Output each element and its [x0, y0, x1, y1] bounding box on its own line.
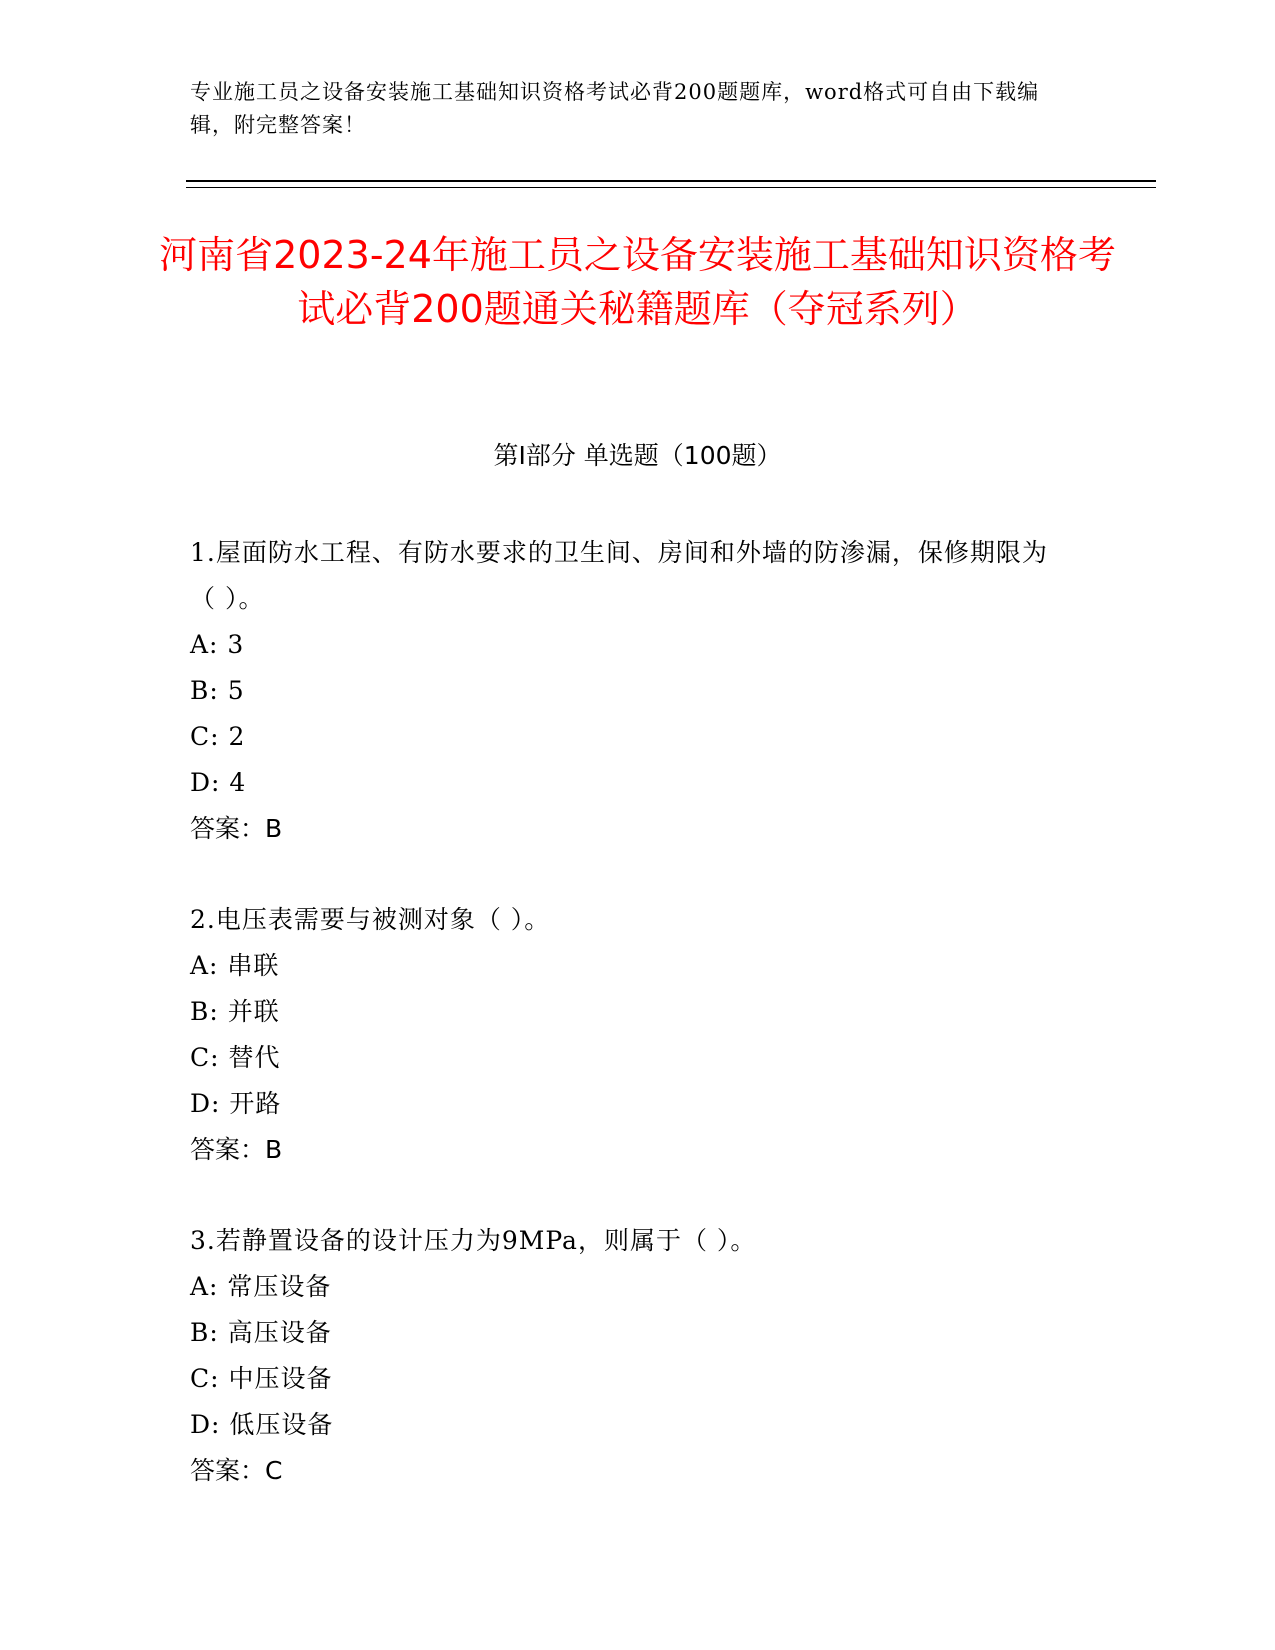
header-divider-thick [186, 180, 1156, 182]
header-note: 专业施工员之设备安装施工基础知识资格考试必背200题题库，word格式可自由下载编辑，附完整答案！ [190, 80, 1040, 137]
option-a: A: 3 [190, 630, 245, 659]
option-d: D: 开路 [190, 1089, 282, 1118]
question-stem: 1.屋面防水工程、有防水要求的卫生间、房间和外墙的防渗漏，保修期限为（ ）。 [190, 538, 1048, 613]
answer: 答案：B [190, 1135, 283, 1164]
question-item [190, 897, 1070, 1173]
option-d: D: 4 [190, 768, 247, 797]
option-c: C: 中压设备 [190, 1364, 333, 1393]
option-a: A: 串联 [190, 951, 280, 980]
option-a: A: 常压设备 [190, 1272, 332, 1301]
option-b: B: 5 [190, 676, 245, 705]
option-c: C: 替代 [190, 1043, 281, 1072]
header-divider-thin [186, 187, 1156, 188]
answer: 答案：B [190, 814, 283, 843]
question-stem: 3.若静置设备的设计压力为9MPa，则属于（ ）。 [190, 1226, 757, 1255]
question-stem: 2.电压表需要与被测对象（ ）。 [190, 905, 551, 934]
document-title: 河南省2023-24年施工员之设备安装施工基础知识资格考试必背200题通关秘籍题库（夺冠系列） [159, 233, 1116, 331]
option-b: B: 并联 [190, 997, 280, 1026]
option-d: D: 低压设备 [190, 1410, 334, 1439]
section-title: 第I部分 单选题（100题） [493, 441, 782, 470]
question-item [190, 530, 1070, 852]
question-item [190, 1218, 1070, 1494]
question-list [190, 530, 1070, 1539]
option-c: C: 2 [190, 722, 246, 751]
answer: 答案：C [190, 1456, 283, 1485]
option-b: B: 高压设备 [190, 1318, 332, 1347]
